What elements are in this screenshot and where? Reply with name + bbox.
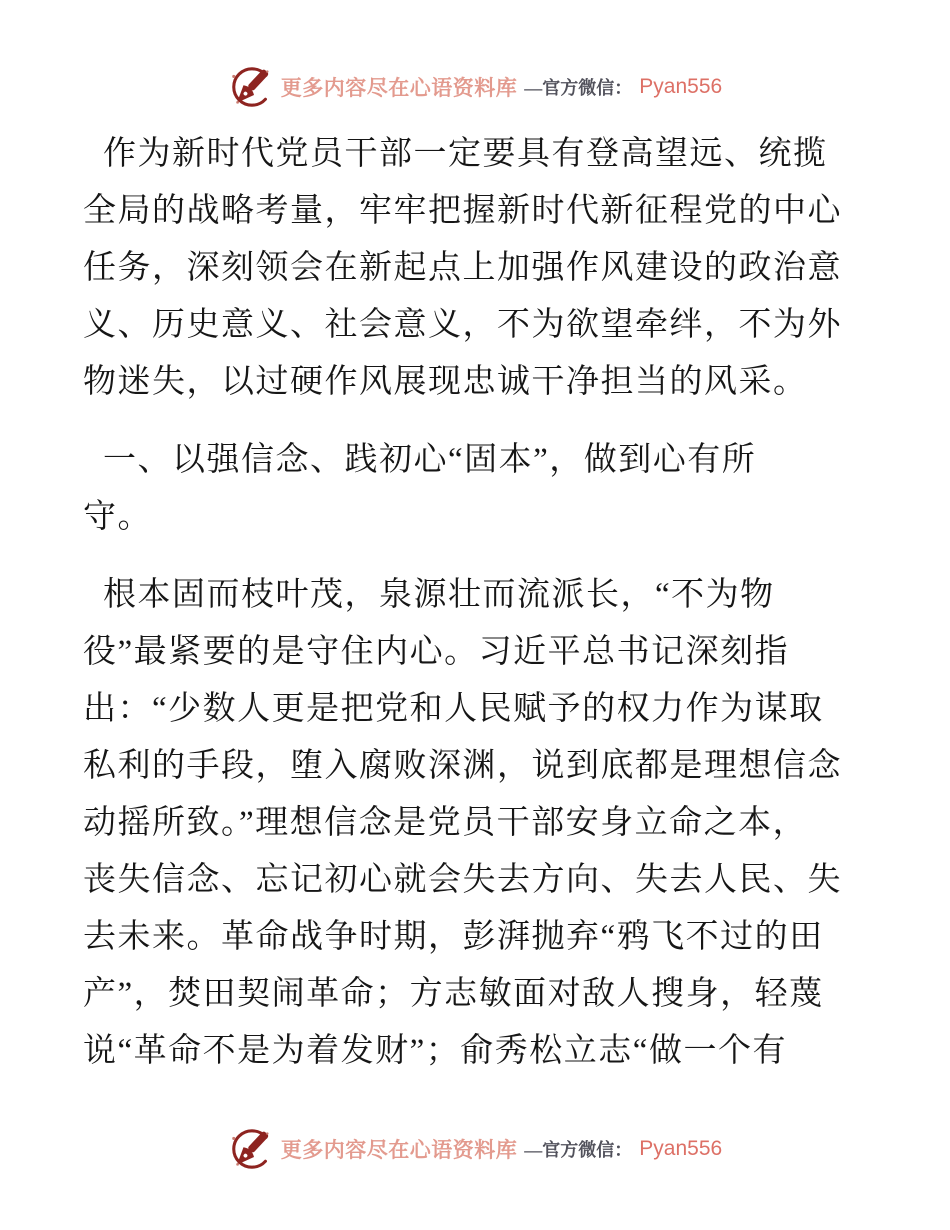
text-line: 动摇所致。”理想信念是党员干部安身立命之本， (83, 805, 808, 841)
text-line: 根本固而枝叶茂，泉源壮而流派长，“不为物 (103, 577, 775, 613)
text-line: 丧失信念、忘记初心就会失去方向、失去人民、失 (83, 862, 842, 898)
text-line: 一、以强信念、践初心“固本”，做到心有所 (103, 442, 757, 478)
paragraph-section-1-body (83, 567, 867, 1080)
watermark-channel-label: —官方微信： (524, 1140, 633, 1160)
text-line: 说“革命不是为着发财”；俞秀松立志“做一个有 (83, 1033, 787, 1069)
watermark-footer (0, 1124, 950, 1174)
text-line: 任务，深刻领会在新起点上加强作风建设的政治意 (83, 250, 842, 286)
text-line: 守。 (83, 499, 152, 535)
watermark-wechat-id: Pyan556 (639, 1137, 723, 1160)
text-line: 私利的手段，堕入腐败深渊，说到底都是理想信念 (83, 748, 842, 784)
text-line: 出：“少数人更是把党和人民赋予的权力作为谋取 (83, 691, 824, 727)
pen-swirl-logo-icon (228, 1125, 274, 1173)
watermark-channel-label: —官方微信： (524, 78, 633, 98)
text-line: 全局的战略考量，牢牢把握新时代新征程党的中心 (83, 193, 842, 229)
watermark-brand-text: 更多内容尽在心语资料库 (280, 1138, 518, 1162)
watermark-brand-text: 更多内容尽在心语资料库 (280, 76, 518, 100)
watermark-wechat-id: Pyan556 (639, 75, 723, 98)
document-body (83, 126, 867, 1080)
text-line: 役”最紧要的是守住内心。习近平总书记深刻指 (83, 634, 790, 670)
text-line: 物迷失，以过硬作风展现忠诚干净担当的风采。 (83, 364, 808, 400)
heading-section-1 (83, 432, 867, 546)
text-line: 产”，焚田契闹革命；方志敏面对敌人搜身，轻蔑 (83, 976, 824, 1012)
text-line: 作为新时代党员干部一定要具有登高望远、统揽 (103, 136, 828, 172)
text-line: 义、历史意义、社会意义，不为欲望牵绊，不为外 (83, 307, 842, 343)
paragraph-intro (83, 126, 867, 411)
text-line: 去未来。革命战争时期，彭湃抛弃“鸦飞不过的田 (83, 919, 824, 955)
pen-swirl-logo-icon (228, 63, 274, 111)
watermark-header (0, 62, 950, 112)
